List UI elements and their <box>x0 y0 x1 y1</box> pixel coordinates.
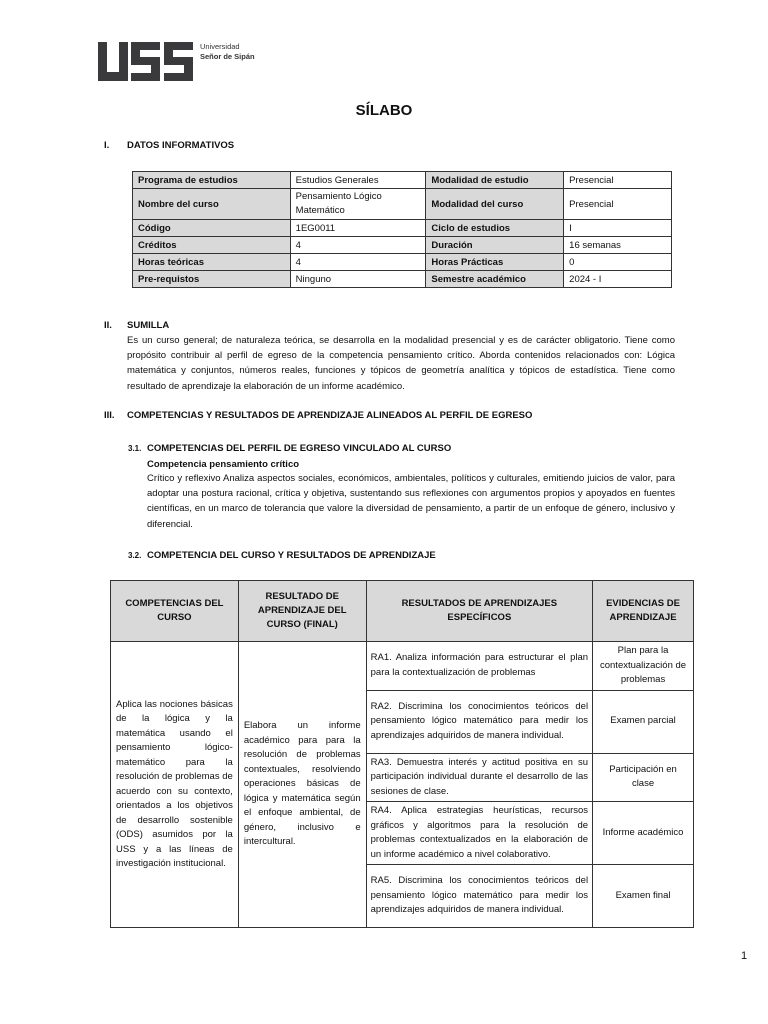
section-2-heading: II. SUMILLA <box>104 320 170 331</box>
column-header: EVIDENCIAS DE APRENDIZAJE <box>593 581 694 642</box>
table-row: Horas teóricas 4 Horas Prácticas 0 <box>133 254 672 271</box>
section-1-heading: I. DATOS INFORMATIVOS <box>104 140 235 151</box>
competencia-cell: Aplica las nociones básicas de la lógica y la matemática usando el pensamiento lógico-matemático para la resolución de problemas de acuerdo con su contexto, orientados a los objetivos de desarrollo sostenible (ODS) asumidos por la USS y a las líneas de investigación institucional. <box>111 642 239 928</box>
logo-line-1: Universidad <box>200 42 240 51</box>
ra-cell: RA1. Analiza información para estructurar el plan para la contextualización de problemas <box>366 642 592 691</box>
evidencia-cell: Examen parcial <box>593 690 694 753</box>
competencia-text: Crítico y reflexivo Analiza aspectos sociales, económicos, ambientales, políticos y culturales, emitiendo juicios de valor, para adoptar una postura racional, crítica y objetiva, sustentando sus reflexiones con argumentos propios y apoyados en fuentes científicas, en un marco de tolerancia que valore la diversidad de pensamiento, a partir de un enfoque de género, inclusivo y diferencial. <box>147 473 675 530</box>
table-row: Pre-requistos Ninguno Semestre académico 2024 - I <box>133 271 672 288</box>
table-row: Créditos 4 Duración 16 semanas <box>133 237 672 254</box>
evidencia-cell: Plan para la contextualización de problemas <box>593 642 694 691</box>
column-header: COMPETENCIAS DEL CURSO <box>111 581 239 642</box>
subsection-3-2-heading: 3.2. COMPETENCIA DEL CURSO Y RESULTADOS DE APRENDIZAJE <box>128 550 436 561</box>
sumilla-text: Es un curso general; de naturaleza teórica, se desarrolla en la modalidad presencial y es de carácter obligatorio. Tiene como propósito contribuir al perfil de egreso de la competencia pensamiento crítico. Aborda contenidos relacionados con: Lógica matemática y conjuntos, números reales, funciones y tópicos de geometría analítica y tópicos de estadística. Tiene como resultado de aprendizaje la elaboración de un informe académico. <box>127 335 675 392</box>
page-number: 1 <box>741 950 748 962</box>
ra-cell: RA5. Discrimina los conocimientos teóricos del pensamiento lógico matemático para medir los aprendizajes adquiridos de manera individual. <box>366 865 592 928</box>
table-row: Nombre del curso Pensamiento Lógico Matemático Modalidad del curso Presencial <box>133 189 672 220</box>
university-logo <box>98 42 255 83</box>
table-row <box>111 642 694 691</box>
column-header: RESULTADO DE APRENDIZAJE DEL CURSO (FINAL) <box>238 581 366 642</box>
evidencia-cell: Examen final <box>593 865 694 928</box>
subsection-3-1-heading: 3.1. COMPETENCIAS DEL PERFIL DE EGRESO VINCULADO AL CURSO <box>128 443 452 454</box>
table-header-row <box>111 581 694 642</box>
datos-informativos-table <box>132 171 672 288</box>
competencia-title: Competencia pensamiento crítico <box>147 459 300 470</box>
evidencia-cell: Participación en clase <box>593 753 694 802</box>
table-row: Programa de estudios Estudios Generales Modalidad de estudio Presencial <box>133 172 672 189</box>
uss-logo-icon <box>98 42 194 83</box>
page-title: SÍLABO <box>355 102 413 119</box>
resultado-final-cell: Elabora un informe académico para para la resolución de problemas contextuales, resolviendo operaciones básicas de lógica y matemática según el enfoque ambiental, de género, inclusivo e intercultural. <box>238 642 366 928</box>
column-header: RESULTADOS DE APRENDIZAJES ESPECÍFICOS <box>366 581 592 642</box>
ra-cell: RA4. Aplica estrategias heurísticas, recursos gráficos y algoritmos para la resolución de problemas contextualizados en la elaboración de un informe académico a nivel colaborativo. <box>366 802 592 865</box>
competencias-table <box>110 580 694 928</box>
table-row: Código 1EG0011 Ciclo de estudios I <box>133 220 672 237</box>
ra-cell: RA2. Discrimina los conocimientos teóricos del pensamiento lógico matemático para medir los aprendizajes adquiridos de manera individual. <box>366 690 592 753</box>
logo-line-2: Señor de Sipán <box>200 52 255 61</box>
evidencia-cell: Informe académico <box>593 802 694 865</box>
section-3-heading: III. COMPETENCIAS Y RESULTADOS DE APRENDIZAJE ALINEADOS AL PERFIL DE EGRESO <box>104 410 533 421</box>
ra-cell: RA3. Demuestra interés y actitud positiva en su participación individual durante el desarrollo de las sesiones de clase. <box>366 753 592 802</box>
